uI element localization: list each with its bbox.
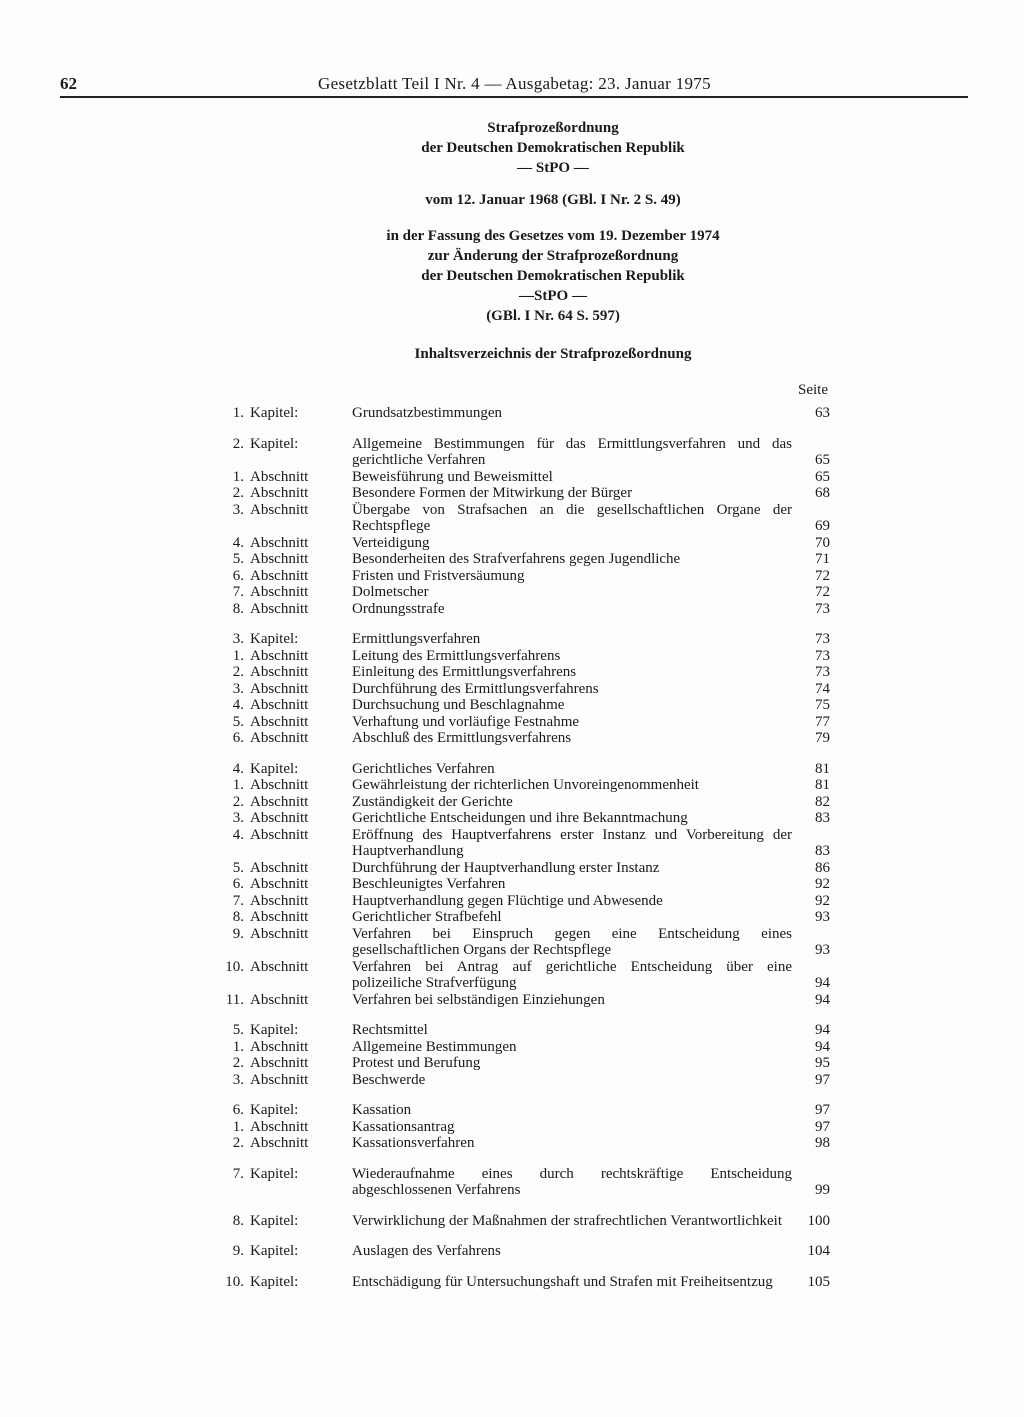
toc-entry-page: 73 (815, 664, 830, 680)
toc-entry-kind: Kapitel: (250, 760, 299, 777)
toc-entry-number: 10. (225, 958, 244, 975)
table-of-contents (200, 405, 840, 1290)
toc-entry-number: 6. (232, 1102, 244, 1118)
toc-entry-kind: Abschnitt (250, 793, 309, 810)
toc-entry-kind: Abschnitt (250, 647, 309, 664)
toc-entry-page: 68 (815, 485, 830, 501)
toc-entry-page: 74 (815, 680, 830, 697)
toc-entry-number: 9. (232, 1243, 244, 1259)
toc-entry (200, 992, 840, 1009)
toc-entry-title: Verteidigung (352, 534, 430, 551)
toc-entry-title: Kassation (352, 1102, 412, 1118)
toc-entry-number: 4. (232, 760, 244, 777)
toc-entry-kind: Abschnitt (250, 730, 309, 746)
toc-entry-number: 4. (232, 697, 244, 713)
toc-entry-number: 2. (232, 1055, 244, 1071)
toc-entry-number: 2. (232, 485, 244, 501)
law-amendment (220, 226, 886, 326)
toc-entry-kind: Abschnitt (250, 925, 309, 942)
toc-entry-kind: Abschnitt (250, 600, 309, 617)
toc-entry-page: 65 (815, 468, 830, 485)
toc-entry-kind: Kapitel: (250, 1102, 299, 1118)
toc-entry-number: 3. (232, 1071, 244, 1088)
toc-entry-title: Auslagen des Verfahrens (352, 1243, 501, 1259)
toc-entry-number: 7. (232, 1165, 244, 1182)
toc-entry-kind: Abschnitt (250, 777, 309, 793)
toc-entry-kind: Abschnitt (250, 1055, 309, 1071)
toc-entry (200, 1039, 840, 1056)
toc-entry (200, 1022, 840, 1039)
toc-entry-title: Gewährleistung der richterlichen Unvoreingenommenheit (352, 777, 699, 793)
toc-entry-kind: Abschnitt (250, 501, 309, 518)
toc-entry-page: 97 (815, 1071, 830, 1088)
toc-entry-number: 5. (232, 713, 244, 730)
toc-entry-number: 8. (232, 1212, 244, 1229)
toc-entry-number: 8. (232, 909, 244, 925)
toc-entry-kind: Kapitel: (250, 631, 299, 647)
toc-entry (200, 827, 840, 860)
toc-entry (200, 535, 840, 552)
page-header (60, 70, 968, 98)
amendment-line: (GBl. I Nr. 64 S. 597) (486, 308, 620, 324)
toc-entry-title: Hauptverhandlung gegen Flüchtige und Abwesende (352, 892, 663, 909)
toc-entry (200, 959, 840, 992)
toc-entry-number: 8. (232, 600, 244, 617)
toc-entry-number: 3. (232, 680, 244, 697)
toc-entry-number: 3. (232, 501, 244, 518)
toc-entry-number: 3. (232, 631, 244, 647)
toc-entry-title: Wiederaufnahme eines durch rechtskräftige Entscheidung abgeschlossenen Verfahrens (352, 1165, 792, 1198)
toc-entry-page: 97 (815, 1102, 830, 1118)
toc-entry-page: 70 (815, 534, 830, 551)
toc-entry (200, 631, 840, 648)
toc-entry-kind: Abschnitt (250, 534, 309, 551)
toc-entry-kind: Abschnitt (250, 991, 309, 1008)
toc-entry-page: 63 (815, 405, 830, 421)
toc-entry-page: 95 (815, 1055, 830, 1071)
toc-entry-kind: Kapitel: (250, 1022, 299, 1038)
toc-entry-number: 5. (232, 1022, 244, 1038)
toc-entry (200, 893, 840, 910)
toc-entry-kind: Abschnitt (250, 1071, 309, 1088)
toc-entry-title: Abschluß des Ermittlungsverfahrens (352, 730, 572, 746)
toc-entry-page: 92 (815, 876, 830, 892)
toc-heading: Inhaltsverzeichnis der Strafprozeßordnung (414, 346, 692, 362)
toc-entry-page: 100 (807, 1212, 830, 1229)
toc-entry-page: 93 (815, 909, 830, 925)
toc-entry-title: Gerichtliches Verfahren (352, 760, 495, 777)
toc-entry-page: 83 (815, 810, 830, 826)
toc-entry-title: Beweisführung und Beweismittel (352, 468, 553, 485)
toc-entry-number: 1. (232, 1038, 244, 1055)
toc-entry-number: 5. (232, 551, 244, 567)
toc-entry-title: Durchführung der Hauptverhandlung erster Instanz (352, 859, 660, 876)
law-date-line: vom 12. Januar 1968 (GBl. I Nr. 2 S. 49) (425, 192, 681, 208)
toc-entry-page: 69 (815, 518, 830, 534)
toc-entry-number: 2. (232, 1135, 244, 1151)
toc-entry-kind: Kapitel: (250, 405, 299, 421)
toc-entry-title: Entschädigung für Untersuchungshaft und Strafen mit Freiheitsentzug (352, 1273, 773, 1290)
toc-entry-kind: Kapitel: (250, 1212, 299, 1229)
toc-entry (200, 664, 840, 681)
toc-entry-page: 94 (815, 1022, 830, 1038)
toc-entry (200, 777, 840, 794)
toc-entry-kind: Kapitel: (250, 1165, 299, 1182)
toc-entry-title: Verfahren bei selbständigen Einziehungen (352, 991, 605, 1008)
toc-entry-kind: Abschnitt (250, 584, 309, 600)
toc-entry-number: 2. (232, 664, 244, 680)
law-title-line: der Deutschen Demokratischen Republik (421, 140, 685, 156)
toc-entry-kind: Abschnitt (250, 664, 309, 680)
toc-entry (200, 1243, 840, 1260)
toc-entry-title: Ermittlungsverfahren (352, 631, 481, 647)
toc-entry-kind: Abschnitt (250, 958, 309, 975)
toc-entry-page: 92 (815, 892, 830, 909)
toc-entry-page: 98 (815, 1135, 830, 1151)
toc-entry-page: 71 (815, 551, 830, 567)
toc-entry (200, 810, 840, 827)
toc-entry (200, 648, 840, 665)
toc-entry (200, 926, 840, 959)
toc-entry (200, 714, 840, 731)
toc-entry-title: Rechtsmittel (352, 1022, 428, 1038)
toc-entry-page: 79 (815, 730, 830, 746)
toc-entry-title: Ordnungsstrafe (352, 600, 445, 617)
toc-entry (200, 1135, 840, 1152)
law-date (220, 190, 886, 210)
toc-entry-number: 11. (225, 991, 244, 1008)
toc-entry-number: 1. (232, 647, 244, 664)
toc-entry-page: 81 (815, 777, 830, 793)
toc-entry-kind: Abschnitt (250, 1038, 309, 1055)
toc-entry-title: Beschwerde (352, 1071, 426, 1088)
toc-entry-title: Verfahren bei Antrag auf gerichtliche Entscheidung über eine polizeiliche Strafverfügung (352, 958, 792, 991)
toc-entry-number: 1. (232, 405, 244, 421)
toc-entry-number: 1. (232, 1118, 244, 1135)
toc-entry-kind: Kapitel: (250, 1243, 299, 1259)
toc-entry-kind: Abschnitt (250, 551, 309, 567)
toc-entry-kind: Abschnitt (250, 876, 309, 892)
toc-entry (200, 1166, 840, 1199)
page-number: 62 (60, 74, 77, 93)
toc-entry (200, 876, 840, 893)
toc-entry-number: 2. (232, 435, 244, 452)
toc-entry (200, 697, 840, 714)
law-title-line: — StPO — (517, 160, 589, 176)
toc-entry-number: 6. (232, 876, 244, 892)
toc-entry-number: 6. (232, 567, 244, 584)
toc-entry-kind: Abschnitt (250, 468, 309, 485)
toc-entry-page: 93 (815, 942, 830, 958)
toc-entry-number: 4. (232, 534, 244, 551)
toc-entry-page: 99 (815, 1182, 830, 1198)
toc-entry (200, 860, 840, 877)
toc-entry-number: 1. (232, 777, 244, 793)
toc-entry (200, 502, 840, 535)
toc-entry-title: Zuständigkeit der Gerichte (352, 793, 513, 810)
toc-entry (200, 1274, 840, 1291)
toc-entry (200, 551, 840, 568)
toc-entry-number: 10. (225, 1273, 244, 1290)
toc-entry-title: Durchführung des Ermittlungsverfahrens (352, 680, 599, 697)
toc-entry-kind: Kapitel: (250, 1273, 299, 1290)
toc-entry-page: 94 (815, 1038, 830, 1055)
toc-entry-page: 73 (815, 600, 830, 617)
toc-entry-title: Leitung des Ermittlungsverfahrens (352, 647, 561, 664)
toc-entry (200, 601, 840, 618)
law-title (220, 118, 886, 178)
toc-entry-number: 9. (232, 925, 244, 942)
toc-entry-page: 94 (815, 975, 830, 991)
toc-entry (200, 681, 840, 698)
toc-entry-title: Grundsatzbestimmungen (352, 405, 502, 421)
toc-entry-page: 83 (815, 843, 830, 859)
toc-entry-page: 104 (807, 1243, 830, 1259)
toc-entry-number: 5. (232, 859, 244, 876)
toc-entry-title: Durchsuchung und Beschlagnahme (352, 697, 565, 713)
toc-entry-title: Allgemeine Bestimmungen (352, 1038, 517, 1055)
toc-entry (200, 1102, 840, 1119)
toc-entry-kind: Abschnitt (250, 826, 309, 843)
toc-entry (200, 436, 840, 469)
toc-entry-page: 94 (815, 991, 830, 1008)
toc-entry-title: Dolmetscher (352, 584, 429, 600)
toc-entry-kind: Abschnitt (250, 485, 309, 501)
toc-entry-title: Verhaftung und vorläufige Festnahme (352, 713, 580, 730)
toc-entry-kind: Abschnitt (250, 697, 309, 713)
toc-entry-kind: Abschnitt (250, 909, 309, 925)
toc-entry-title: Verfahren bei Einspruch gegen eine Entscheidung eines gesellschaftlichen Organs der Rechtspflege (352, 925, 792, 958)
toc-entry-kind: Abschnitt (250, 1135, 309, 1151)
toc-entry-page: 65 (815, 452, 830, 468)
toc-entry-number: 4. (232, 826, 244, 843)
toc-entry-title: Eröffnung des Hauptverfahrens erster Instanz und Vorbereitung der Hauptverhandlung (352, 826, 792, 859)
toc-entry-title: Kassationsverfahren (352, 1135, 475, 1151)
toc-entry-kind: Kapitel: (250, 435, 299, 452)
toc-entry-title: Gerichtlicher Strafbefehl (352, 909, 502, 925)
toc-entry-page: 72 (815, 584, 830, 600)
toc-entry-title: Einleitung des Ermittlungsverfahrens (352, 664, 577, 680)
page-column-label: Seite (798, 382, 828, 398)
toc-entry-page: 73 (815, 631, 830, 647)
toc-entry-title: Fristen und Fristversäumung (352, 567, 525, 584)
toc-entry (200, 469, 840, 486)
toc-entry-title: Kassationsantrag (352, 1118, 455, 1135)
toc-entry (200, 794, 840, 811)
toc-entry-kind: Abschnitt (250, 713, 309, 730)
toc-entry-title: Gerichtliche Entscheidungen und ihre Bekanntmachung (352, 810, 688, 826)
toc-entry-number: 6. (232, 730, 244, 746)
amendment-line: zur Änderung der Strafprozeßordnung (427, 248, 679, 264)
toc-entry-number: 3. (232, 810, 244, 826)
toc-entry-page: 73 (815, 647, 830, 664)
toc-entry (200, 761, 840, 778)
toc-entry-kind: Abschnitt (250, 680, 309, 697)
toc-entry-kind: Abschnitt (250, 859, 309, 876)
toc-entry-page: 75 (815, 697, 830, 713)
toc-entry-title: Übergabe von Strafsachen an die gesellschaftlichen Organe der Rechtspflege (352, 501, 792, 534)
amendment-line: —StPO — (519, 288, 587, 304)
toc-entry-page: 77 (815, 713, 830, 730)
toc-entry (200, 568, 840, 585)
toc-entry (200, 730, 840, 747)
toc-entry (200, 1119, 840, 1136)
amendment-line: der Deutschen Demokratischen Republik (421, 268, 685, 284)
toc-entry-title: Verwirklichung der Maßnahmen der strafrechtlichen Verantwortlichkeit (352, 1212, 782, 1229)
toc-entry-title: Besondere Formen der Mitwirkung der Bürger (352, 485, 633, 501)
toc-entry-kind: Abschnitt (250, 810, 309, 826)
law-title-line: Strafprozeßordnung (487, 120, 619, 136)
toc-entry-number: 1. (232, 468, 244, 485)
toc-entry-number: 7. (232, 892, 244, 909)
toc-entry-page: 105 (807, 1273, 830, 1290)
running-title: Gesetzblatt Teil I Nr. 4 — Ausgabetag: 23. Januar 1975 (318, 74, 711, 93)
toc-entry-number: 7. (232, 584, 244, 600)
toc-entry (200, 584, 840, 601)
toc-entry-title: Allgemeine Bestimmungen für das Ermittlungsverfahren und das gerichtliche Verfahren (352, 435, 792, 468)
toc-entry-title: Besonderheiten des Strafverfahrens gegen Jugendliche (352, 551, 681, 567)
toc-entry-kind: Abschnitt (250, 892, 309, 909)
toc-entry-page: 81 (815, 760, 830, 777)
toc-entry-kind: Abschnitt (250, 567, 309, 584)
toc-entry (200, 909, 840, 926)
toc-entry-page: 86 (815, 859, 830, 876)
toc-entry (200, 1213, 840, 1230)
toc-entry-page: 82 (815, 793, 830, 810)
toc-entry-number: 2. (232, 793, 244, 810)
toc-entry-page: 72 (815, 567, 830, 584)
toc-entry-page: 97 (815, 1118, 830, 1135)
toc-entry (200, 485, 840, 502)
toc-entry (200, 1072, 840, 1089)
toc-entry (200, 1055, 840, 1072)
toc-entry-kind: Abschnitt (250, 1118, 309, 1135)
toc-entry (200, 405, 840, 422)
amendment-line: in der Fassung des Gesetzes vom 19. Dezember 1974 (386, 228, 720, 244)
toc-entry-title: Protest und Berufung (352, 1055, 481, 1071)
toc-entry-title: Beschleunigtes Verfahren (352, 876, 506, 892)
